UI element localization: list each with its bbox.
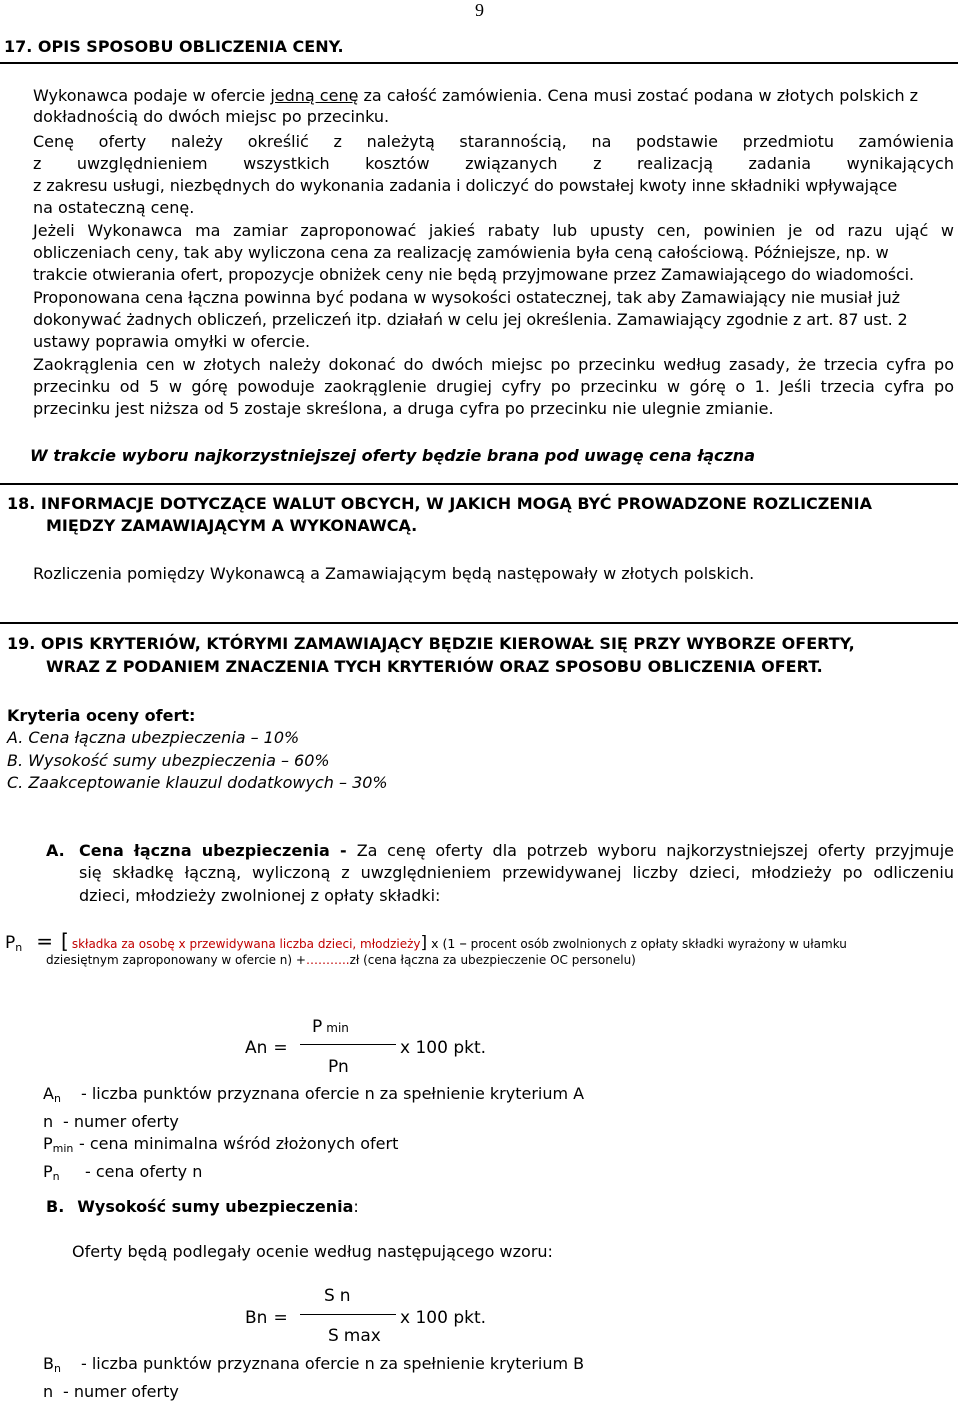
section-18-title-line2: MIĘDZY ZAMAWIAJĄCYM A WYKONAWCĄ. [46,515,417,537]
section-19-rule [0,622,958,624]
formula-b-rhs: x 100 pkt. [400,1308,486,1328]
legend-a-symbol: P [43,1162,53,1181]
formula-a-denominator [328,1057,349,1077]
formula-a-den-sub: n [338,1057,349,1077]
legend-a-sub: n [53,1170,60,1183]
legend-a-desc: - cena minimalna wśród złożonych ofert [79,1134,398,1153]
pn-rest-b: procent osób zwolnionych z opłaty składki wyrażony w ułamku [467,937,847,951]
section-17-title: 17. OPIS SPOSOBU OBLICZENIA CENY. [4,36,344,58]
formula-b-lhs-symbol: B [245,1308,257,1328]
formula-a-num-symbol: P [312,1017,322,1037]
formula-b-lhs-sub: n [257,1308,268,1328]
pn-symbol: P [5,933,15,953]
formula-a-num-sub: min [326,1021,349,1035]
pn-red-text: składka za osobę x przewidywana liczba dzieci, młodzieży [72,937,421,951]
formula-a-lhs-symbol: A [245,1038,257,1058]
pn-minus: – [459,934,467,952]
pn-formula-line2 [46,953,636,967]
pn-open-bracket: [ [61,929,69,953]
s17-p2-line3: z zakresu usługi, niezbędnych do wykonania zadania i doliczyć do powstałej kwoty inne składniki wpływające [33,175,897,198]
page-number: 9 [475,0,484,21]
legend-b-desc: - numer oferty [63,1382,179,1401]
formula-b-fraction-bar [300,1314,396,1315]
criteria-item-c: C. Zaakceptowanie klauzul dodatkowych – 30% [7,772,388,795]
legend-b-sub: n [54,1362,61,1375]
s17-p3-line2: obliczeniach ceny, tak aby wyliczona cena za realizację zamówienia była ceną całościową. Późniejsze, np. w [33,242,889,265]
legend-a-desc: - cena oferty n [85,1162,202,1181]
legend-b-item [43,1353,584,1381]
legend-a [43,1083,584,1188]
legend-a-symbol: P [43,1134,53,1153]
legend-a-symbol: n [43,1112,53,1131]
legend-a-sub: min [53,1142,74,1155]
section-18-title-line1: 18. INFORMACJE DOTYCZĄCE WALUT OBCYCH, W JAKICH MOGĄ BYĆ PROWADZONE ROZLICZENIA [7,493,872,515]
pn-rest-a: x (1 [427,936,459,951]
formula-b-denominator [328,1326,381,1346]
s17-p4-line3: ustawy poprawia omyłki w ofercie. [33,331,310,354]
formula-b-num-sub: n [340,1286,351,1306]
formula-a-rhs: x 100 pkt. [400,1038,486,1058]
s18-text: Rozliczenia pomiędzy Wykonawcą a Zamawiającym będą następowały w złotych polskich. [33,563,754,586]
formula-b-numerator [324,1286,351,1306]
s17-p1-underlined: jedną cenę [270,86,358,105]
legend-b-symbol: B [43,1354,54,1373]
pn-equals: = [36,929,53,953]
section-19-title-line2: WRAZ Z PODANIEM ZNACZENIA TYCH KRYTERIÓW ORAZ SPOSOBU OBLICZENIA OFERT. [46,656,823,678]
criterion-a-line1 [79,840,954,863]
s17-paragraph-1 [33,85,918,108]
s17-p3-line1: Jeżeli Wykonawca ma zamiar zaproponować jakieś rabaty lub upusty cen, powinien je od razu ująć w [33,220,954,243]
criteria-title: Kryteria oceny ofert: [7,705,195,728]
criterion-b-line [46,1196,359,1219]
formula-b-equals: = [273,1308,287,1328]
pn-dots: ……….. [306,953,350,967]
formula-a-fraction-bar [300,1044,396,1045]
section-19-title-line1: 19. OPIS KRYTERIÓW, KTÓRYMI ZAMAWIAJĄCY BĘDZIE KIEROWAŁ SIĘ PRZY WYBORZE OFERTY, [7,633,855,655]
section-17-rule [0,62,958,64]
legend-a-item [43,1133,584,1161]
criteria-item-b: B. Wysokość sumy ubezpieczenia – 60% [7,750,330,773]
pn-line2-text-b: zł (cena łączna za ubezpieczenie OC personelu) [350,953,636,967]
formula-a-lhs-sub: n [257,1038,268,1058]
formula-a-equals: = [273,1038,287,1058]
legend-a-item [43,1161,584,1189]
s17-p1-text-a: Wykonawca podaje w ofercie [33,86,270,105]
criterion-a-line2: się składkę łączną, wyliczoną z uwzględnieniem przewidywanej liczby dzieci, młodzieży po odliczeniu [79,862,954,885]
s17-p2-line4: na ostateczną cenę. [33,197,194,220]
legend-a-desc: - liczba punktów przyznana ofercie n za spełnienie kryterium A [81,1084,584,1103]
criterion-b-intro: Oferty będą podlegały ocenie według następującego wzoru: [72,1241,553,1264]
s17-p3-line3: trakcie otwierania ofert, propozycje obniżek ceny nie będą przyjmowane przez Zamawiającego do wiadomości. [33,264,914,287]
criterion-b-heading: Wysokość sumy ubezpieczenia [77,1197,353,1216]
criterion-a-label: A. [46,840,65,863]
s17-emphasis: W trakcie wyboru najkorzystniejszej oferty będzie brana pod uwagę cena łączna [30,445,755,468]
formula-a-den-symbol: P [328,1057,338,1077]
legend-b-symbol: n [43,1382,53,1401]
s17-p4-line2: dokonywać żadnych obliczeń, przeliczeń itp. działań w celu jej określenia. Zamawiający zgodnie z art. 87 ust. 2 [33,309,908,332]
criterion-b-label: B. [46,1197,64,1216]
s17-p2-line2: z uwzględnieniem wszystkich kosztów związanych z realizacją zadania wynikających [33,153,954,176]
formula-a-lhs [245,1038,288,1058]
formula-b-num-symbol: S [324,1286,335,1306]
legend-a-sub: n [54,1092,61,1105]
criterion-a-heading: Cena łączna ubezpieczenia - [79,841,357,860]
legend-a-item [43,1111,584,1134]
s17-p2-line1: Cenę oferty należy określić z należytą starannością, na podstawie przedmiotu zamówienia [33,131,954,154]
formula-b-den-symbol: S [328,1326,339,1346]
s17-p1-line2: dokładnością do dwóch miejsc po przecinku. [33,106,389,129]
legend-a-item [43,1083,584,1111]
formula-b-lhs [245,1308,288,1328]
formula-b-den-sub: max [344,1326,381,1346]
s17-p5-line3: przecinku jest niższa od 5 zostaje skreślona, a druga cyfra po przecinku nie ulegnie zmianie. [33,398,774,421]
criterion-a-text1: Za cenę oferty dla potrzeb wyboru najkorzystniejszej oferty przyjmuje [357,841,954,860]
s17-p4-line1: Proponowana cena łączna powinna być podana w wysokości ostatecznej, tak aby Zamawiający nie musiał już [33,287,900,310]
legend-b [43,1353,584,1403]
legend-b-desc: - liczba punktów przyznana ofercie n za spełnienie kryterium B [81,1354,584,1373]
s17-p5-line1: Zaokrąglenia cen w złotych należy dokonać do dwóch miejsc po przecinku według zasady, że trzecia cyfra po [33,354,954,377]
s17-p5-line2: przecinku od 5 w górę powoduje zaokrąglenie drugiej cyfry po przecinku w górę o 1. Jeśli trzecia cyfra po [33,376,954,399]
s17-p1-text-b: za całość zamówienia. Cena musi zostać podana w złotych polskich z [358,86,918,105]
criteria-item-a: A. Cena łączna ubezpieczenia – 10% [7,727,299,750]
criterion-a-line3: dzieci, młodzieży zwolnionej z opłaty składki: [79,885,440,908]
formula-a-numerator [312,1017,349,1037]
criterion-b-colon: : [353,1197,358,1216]
pn-close-bracket: ] [421,933,428,953]
section-18-rule [0,483,958,485]
pn-subscript: n [15,941,22,954]
legend-a-desc: - numer oferty [63,1112,179,1131]
pn-line2-text-a: dziesiętnym zaproponowany w ofercie n) + [46,953,306,967]
legend-a-symbol: A [43,1084,54,1103]
